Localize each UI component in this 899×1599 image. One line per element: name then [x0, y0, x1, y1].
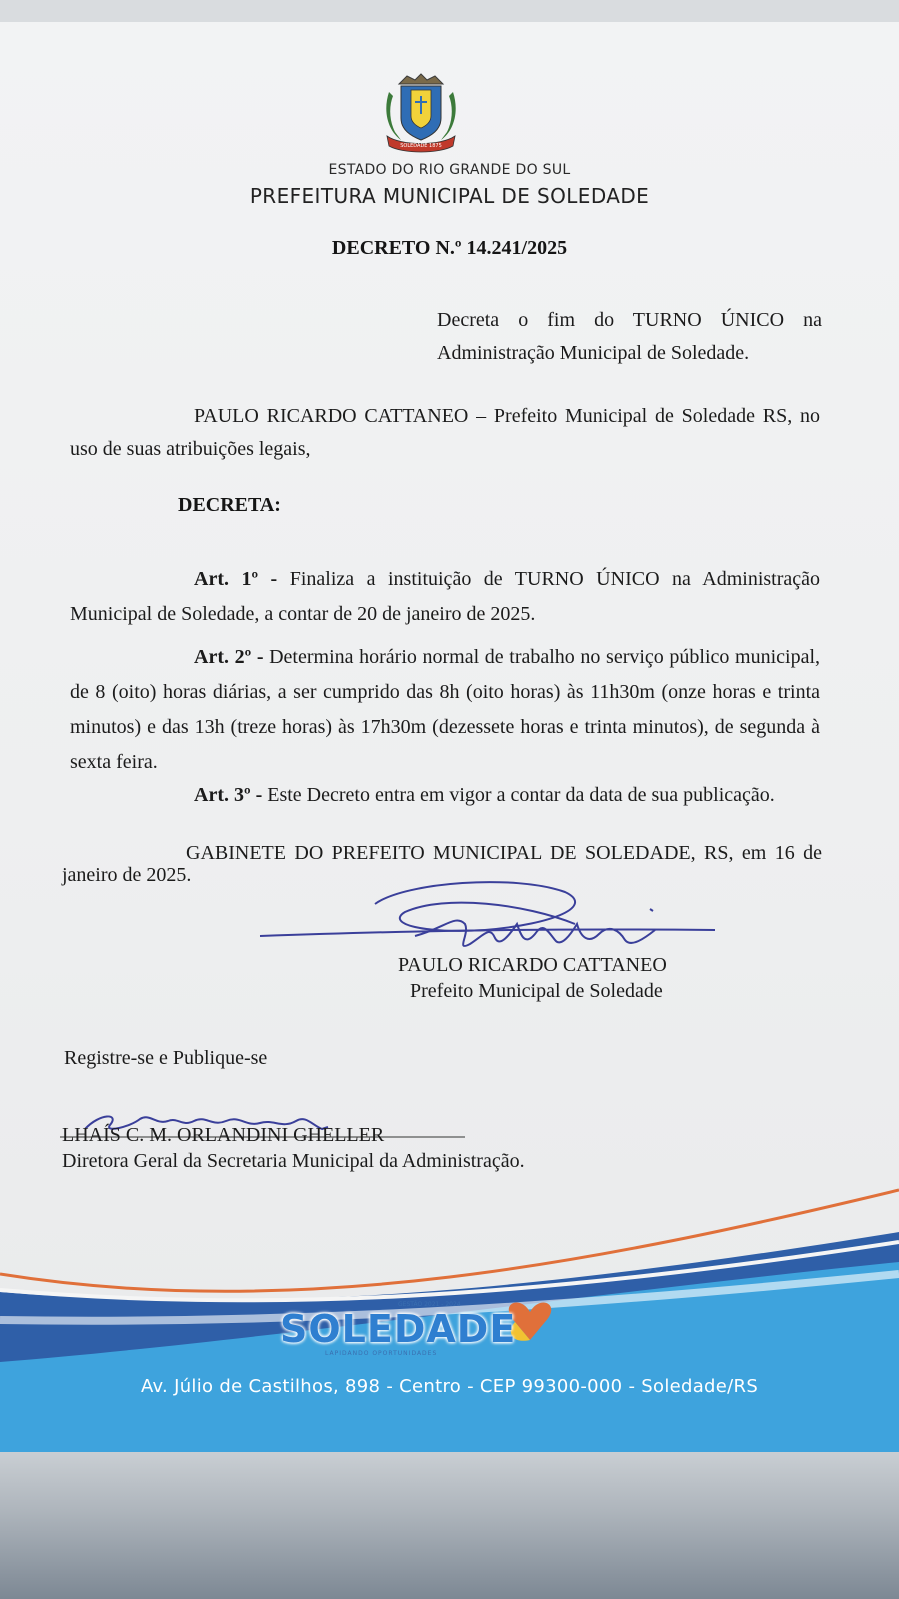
soledade-logo: SOLEDADE	[280, 1307, 517, 1351]
article-2-text: Determina horário normal de trabalho no serviço público municipal, de 8 (oito) horas diárias, a ser cumprido das 8h (oito horas) às 11h30m (onze horas e trinta minutos) e das 13h (treze horas) às 17h30m (dezessete horas e trinta minutos), de segunda à sexta feira.	[70, 646, 821, 773]
decreta-heading: DECRETA:	[178, 494, 281, 516]
logo-slogan: LAPIDANDO OPORTUNIDADES	[325, 1350, 438, 1357]
article-3-text: Este Decreto entra em vigor a contar da data de sua publicação.	[267, 784, 775, 806]
article-1-text: Finaliza a instituição de TURNO ÚNICO na Administração Municipal de Soledade, a contar de 20 de janeiro de 2025.	[70, 568, 821, 625]
director-role: Diretora Geral da Secretaria Municipal da Administração.	[62, 1150, 525, 1172]
logo-tag: GESTÃO 2021 - 2024	[398, 1301, 461, 1308]
svg-text:SOLEDADE 1875: SOLEDADE 1875	[400, 143, 442, 149]
mayor-name: PAULO RICARDO CATTANEO	[398, 954, 667, 976]
director-name: LHAÍS C. M. ORLANDINI GHELLER	[62, 1124, 385, 1146]
article-1	[70, 562, 820, 632]
mayor-role: Prefeito Municipal de Soledade	[410, 980, 663, 1002]
article-3	[70, 778, 820, 813]
decree-intro: PAULO RICARDO CATTANEO – Prefeito Municipal de Soledade RS, no uso de suas atribuições legais,	[70, 405, 820, 460]
footer-address: Av. Júlio de Castilhos, 898 - Centro - CEP 99300-000 - Soledade/RS	[140, 1376, 759, 1397]
background-floor	[0, 1452, 899, 1599]
register-text: Registre-se e Publique-se	[64, 1047, 268, 1069]
coat-of-arms-icon	[381, 70, 461, 156]
state-name: ESTADO DO RIO GRANDE DO SUL	[328, 162, 571, 178]
decree-number: DECRETO N.º 14.241/2025	[331, 237, 568, 259]
decree-closing: GABINETE DO PREFEITO MUNICIPAL DE SOLEDADE, RS, em 16 de janeiro de 2025.	[62, 842, 822, 886]
prefeitura-name: PREFEITURA MUNICIPAL DE SOLEDADE	[249, 184, 650, 208]
article-2	[70, 640, 820, 780]
decree-ementa: Decreta o fim do TURNO ÚNICO na Administração Municipal de Soledade.	[437, 309, 822, 364]
article-1-label: Art. 1º -	[194, 568, 278, 590]
document-page	[0, 22, 899, 1452]
article-3-label: Art. 3º -	[194, 784, 263, 806]
article-2-label: Art. 2º -	[194, 646, 264, 668]
